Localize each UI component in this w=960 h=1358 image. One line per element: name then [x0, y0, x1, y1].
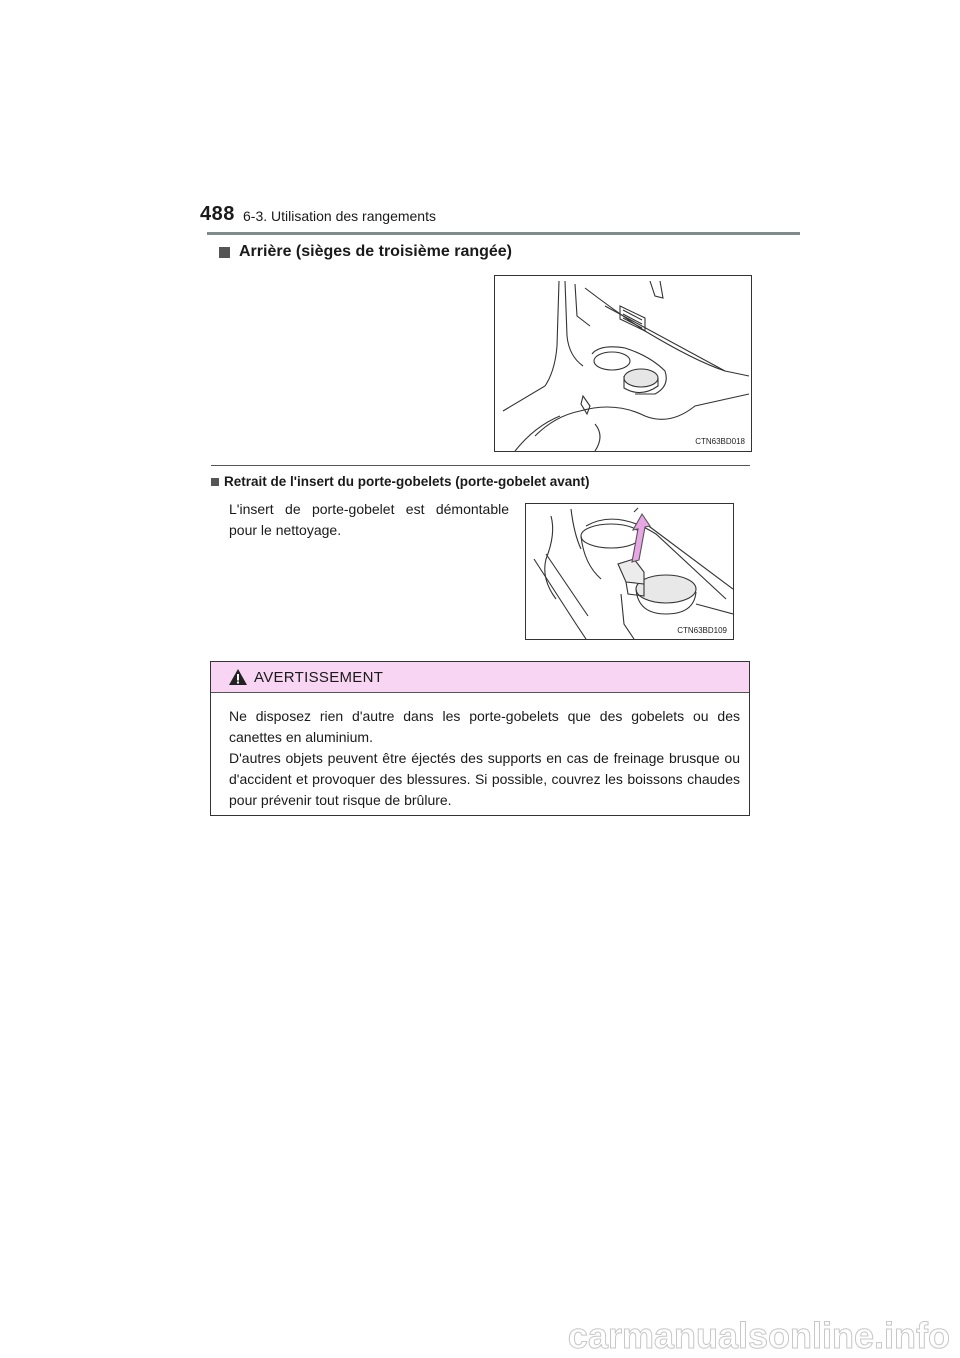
- watermark: [540, 1314, 960, 1358]
- section-divider: [211, 465, 750, 466]
- warning-box: [210, 661, 750, 816]
- warning-header: [211, 662, 749, 693]
- rear-cup-holder-illustration: [494, 275, 752, 452]
- subsection-title: Retrait de l'insert du porte-gobelets (porte-gobelet avant): [224, 474, 590, 489]
- warning-title: AVERTISSEMENT: [254, 668, 384, 686]
- warning-body: [211, 693, 749, 811]
- warning-paragraph: Ne disposez rien d'autre dans les porte-gobelets que des gobelets ou des canettes en aluminium.: [229, 708, 740, 745]
- warning-paragraph: D'autres objets peuvent être éjectés des supports en cas de freinage brusque ou d'accident et provoquer des blessures. Si possible, couvrez les boissons chaudes pour prévenir tout risque de brûlure.: [229, 750, 740, 808]
- warning-triangle-icon: [228, 668, 248, 686]
- figure-code: CTN63BD109: [677, 626, 727, 635]
- header-divider: [207, 232, 800, 235]
- cup-holder-insert-illustration: [525, 503, 734, 640]
- page-number: 488: [200, 203, 235, 225]
- subsection-text: L'insert de porte-gobelet est démontable pour le nettoyage.: [229, 501, 509, 538]
- square-bullet-icon: [211, 478, 219, 486]
- section-heading: [219, 243, 512, 261]
- watermark-text: carmanualsonline.info: [567, 1315, 950, 1356]
- subsection-heading: [211, 474, 590, 489]
- section-title: Arrière (sièges de troisième rangée): [239, 243, 513, 260]
- square-bullet-icon: [219, 247, 230, 258]
- chapter-title: 6-3. Utilisation des rangements: [243, 208, 436, 224]
- figure-code: CTN63BD018: [695, 437, 745, 446]
